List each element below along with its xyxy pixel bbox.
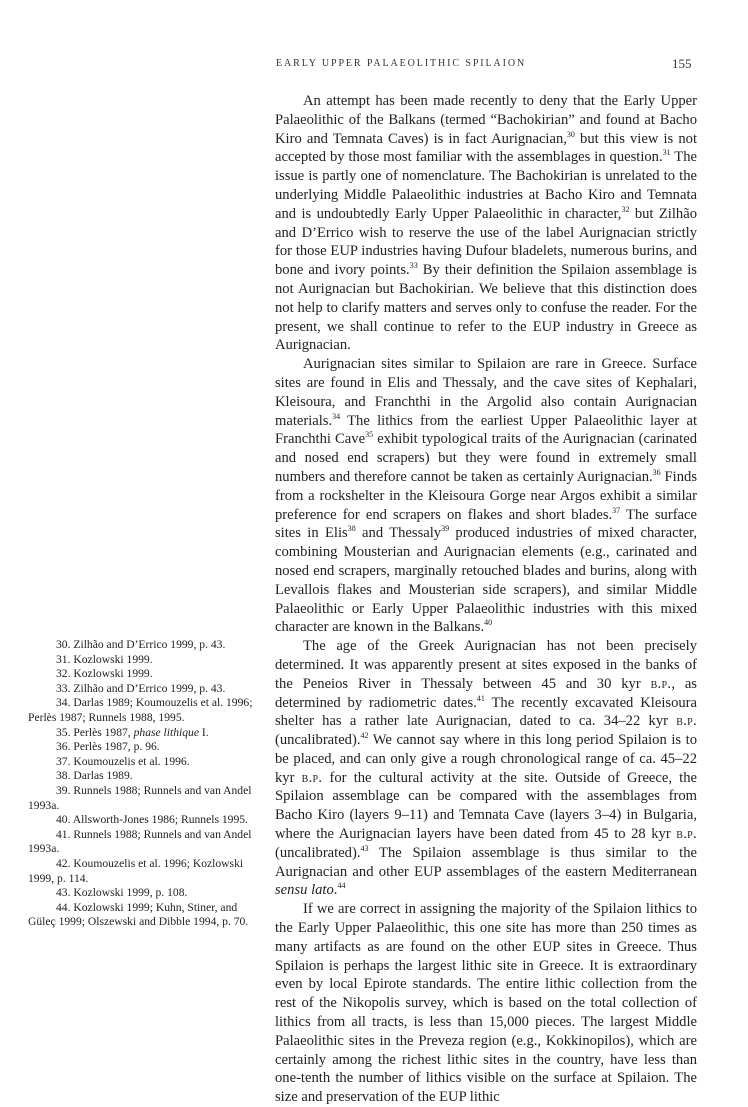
footnote bbox=[28, 769, 256, 784]
page-number: 155 bbox=[672, 56, 692, 71]
footnote bbox=[28, 857, 256, 886]
text-run: 34. Darlas 1989; Koumouzelis et al. 1996; Perlès 1987; Runnels 1988, 1995. bbox=[28, 696, 253, 724]
text-run: 44. Kozlowski 1999; Kuhn, Stiner, and Güleç 1999; Olszewski and Dibble 1994, p. 70. bbox=[28, 900, 249, 929]
text-run: By their definition the Spilaion assemblage is not Aurignacian but Bachokirian. We believe that this distinction does not help to clarify matters and serves only to confuse the reader. For the present, we shall continue to refer to the EUP industry in Greece as Aurignacian. bbox=[275, 262, 697, 354]
footnote-ref[interactable]: 34 bbox=[332, 411, 341, 421]
text-run: The age of the Greek Aurignacian has not been precisely determined. It was apparently present at sites exposed in the banks of the Peneios River in Thessaly between 45 and 30 kyr bbox=[275, 638, 697, 692]
text-run: I. bbox=[198, 725, 209, 739]
footnote bbox=[28, 696, 256, 725]
footnote-ref[interactable]: 31 bbox=[662, 148, 671, 158]
footnote-ref[interactable]: 41 bbox=[476, 693, 485, 703]
footnote bbox=[28, 901, 256, 930]
footnote-ref[interactable]: 39 bbox=[441, 524, 450, 534]
footnote-ref[interactable]: 30 bbox=[566, 129, 575, 139]
small-caps-text: b.p. bbox=[301, 769, 323, 786]
text-run: 36. Perlès 1987, p. 96. bbox=[56, 740, 160, 754]
text-run: The recently excavated Kleisoura shelter has a rather late Aurignacian, dated to ca. 34–22 kyr bbox=[275, 694, 698, 730]
small-caps-text: b.p. bbox=[676, 826, 697, 843]
footnote-ref[interactable]: 42 bbox=[360, 731, 369, 741]
text-run: produced industries of mixed character, combining Mousterian and Aurignacian elements (e.g., carinated and nosed end scrapers, marginally retouched blades and burins, along with Levallois flakes and Mousterian side scrapers), and similar Middle Palaeolithic or Early Upper Palaeolithic industries with this mixed character are known in the Balkans. bbox=[275, 525, 698, 636]
text-run: 33. Zilhão and D’Errico 1999, p. 43. bbox=[56, 681, 226, 695]
footnote-ref[interactable]: 44 bbox=[337, 881, 346, 891]
footnote-ref[interactable]: 32 bbox=[621, 204, 630, 214]
footnote bbox=[28, 682, 256, 697]
footnote bbox=[28, 755, 256, 770]
small-caps-text: b.p. bbox=[676, 713, 697, 730]
text-run: but Zilhão and D’Errico wish to reserve the use of the label Aurignacian strictly for those EUP industries having Dufour bladelets, numerous burins, and bone and ivory points. bbox=[275, 205, 697, 279]
text-run: (uncalibrated). bbox=[275, 732, 361, 749]
text-run: 30. Zilhão and D’Errico 1999, p. 43. bbox=[56, 638, 226, 651]
footnote-ref[interactable]: 35 bbox=[365, 430, 374, 440]
footnote-ref[interactable]: 40 bbox=[484, 618, 493, 628]
text-run: , as determined by radiometric dates. bbox=[275, 675, 697, 711]
footnote bbox=[28, 784, 256, 813]
italic-text: sensu lato bbox=[275, 882, 334, 899]
running-head: EARLY UPPER PALAEOLITHIC SPILAION bbox=[276, 58, 527, 69]
small-caps-text: b.p. bbox=[650, 675, 672, 692]
footnotes-column bbox=[28, 638, 256, 930]
footnote bbox=[28, 653, 256, 668]
text-run: The issue is partly one of nomenclature. The Bachokirian is unrelated to the underlying Middle Palaeolithic industries at Bacho Kiro and Temnata and is undoubtedly Early Upper Palaeolithic in character, bbox=[275, 149, 697, 222]
main-text-column bbox=[275, 92, 697, 1107]
body-paragraph bbox=[275, 355, 697, 637]
italic-text: phase lithique bbox=[133, 725, 199, 739]
footnote-ref[interactable]: 43 bbox=[360, 844, 369, 854]
text-run: 38. Darlas 1989. bbox=[56, 769, 133, 783]
footnote bbox=[28, 828, 256, 857]
body-paragraph bbox=[275, 92, 697, 355]
text-run: The surface sites in Elis bbox=[275, 506, 697, 542]
footnote bbox=[28, 813, 256, 828]
footnote bbox=[28, 886, 256, 901]
text-run: for the cultural activity at the site. Outside of Greece, the Spilaion assemblage can be compared with the assemblages from Bacho Kiro (layers 9–11) and Temnata Cave (layers 3–4) in Bulgaria, where the Aurignacian layers have been dated from 45 to 28 kyr bbox=[275, 769, 697, 843]
footnote bbox=[28, 740, 256, 755]
footnote-ref[interactable]: 37 bbox=[612, 505, 621, 515]
footnote-ref[interactable]: 36 bbox=[652, 468, 661, 478]
footnote bbox=[28, 726, 256, 741]
text-run: 41. Runnels 1988; Runnels and van Andel 1993a. bbox=[28, 827, 252, 856]
text-run: Aurignacian sites similar to Spilaion are rare in Greece. Surface sites are found in Elis and Thessaly, and the cave sites of Kephalari, Kleisoura, and Franchthi in the Argolid also contain Aurignacian materials. bbox=[275, 356, 697, 429]
text-run: 35. Perlès 1987, bbox=[56, 725, 134, 739]
text-run: but this view is not accepted by those most familiar with the assemblages in question. bbox=[275, 130, 698, 166]
body-paragraph bbox=[275, 637, 697, 900]
text-run: . bbox=[333, 882, 338, 899]
text-run: and Thessaly bbox=[355, 525, 442, 542]
footnote-ref[interactable]: 38 bbox=[347, 524, 356, 534]
footnote bbox=[28, 638, 256, 653]
footnote-ref[interactable]: 33 bbox=[409, 261, 418, 271]
text-run: If we are correct in assigning the majority of the Spilaion lithics to the Early Upper Palaeolithic, this one site has more than 250 times as many artifacts as are found on the other EUP sites in Greece. Thus Spilaion is perhaps the largest lithic site in Greece. It is extraordinary even by local Epirote standards. The entire lithic collection from the rest of the Nikopolis survey, which is based on the total collection of lithics from all tracts, is less than 15,000 pieces. The largest Middle Palaeolithic sites in the Preveza region (e.g., Kokkinopilos), which are certainly among the richest lithic sites in the country, have less than one-tenth the number of lithics visible on the surface at Spilaion. The size and preservation of the EUP lithic bbox=[275, 901, 697, 1106]
text-run: 40. Allsworth-Jones 1986; Runnels 1995. bbox=[56, 813, 248, 827]
text-run: 37. Koumouzelis et al. 1996. bbox=[56, 754, 190, 768]
body-paragraph bbox=[275, 900, 697, 1107]
text-run: exhibit typological traits of the Aurignacian (carinated and nosed end scrapers) but they were found in extremely small numbers and therefore cannot be taken as certainly Aurignacian. bbox=[275, 431, 697, 485]
text-run: 31. Kozlowski 1999. bbox=[56, 652, 153, 666]
text-run: 42. Koumouzelis et al. 1996; Kozlowski 1999, p. 114. bbox=[28, 856, 244, 885]
text-run: (uncalibrated). bbox=[275, 844, 361, 861]
text-run: 43. Kozlowski 1999, p. 108. bbox=[56, 886, 188, 900]
text-run: Finds from a rockshelter in the Kleisoura Gorge near Argos exhibit a similar preference for end scrapers on flakes and short blades. bbox=[275, 468, 698, 523]
text-run: The lithics from the earliest Upper Palaeolithic layer at Franchthi Cave bbox=[275, 412, 697, 448]
text-run: 39. Runnels 1988; Runnels and van Andel 1993a. bbox=[28, 783, 252, 812]
text-run: The Spilaion assemblage is thus similar to the Aurignacian and other EUP assemblages of the eastern Mediterranean bbox=[275, 844, 697, 880]
text-run: 32. Kozlowski 1999. bbox=[56, 667, 153, 681]
text-run: We cannot say where in this long period Spilaion is to be placed, and can only give a rough chronological range of ca. 45–22 kyr bbox=[275, 732, 697, 786]
footnote bbox=[28, 667, 256, 682]
text-run: An attempt has been made recently to deny that the Early Upper Palaeolithic of the Balkans (termed “Bachokirian” and found at Bacho Kiro and Temnata Caves) is in fact Aurignacian, bbox=[275, 93, 697, 147]
